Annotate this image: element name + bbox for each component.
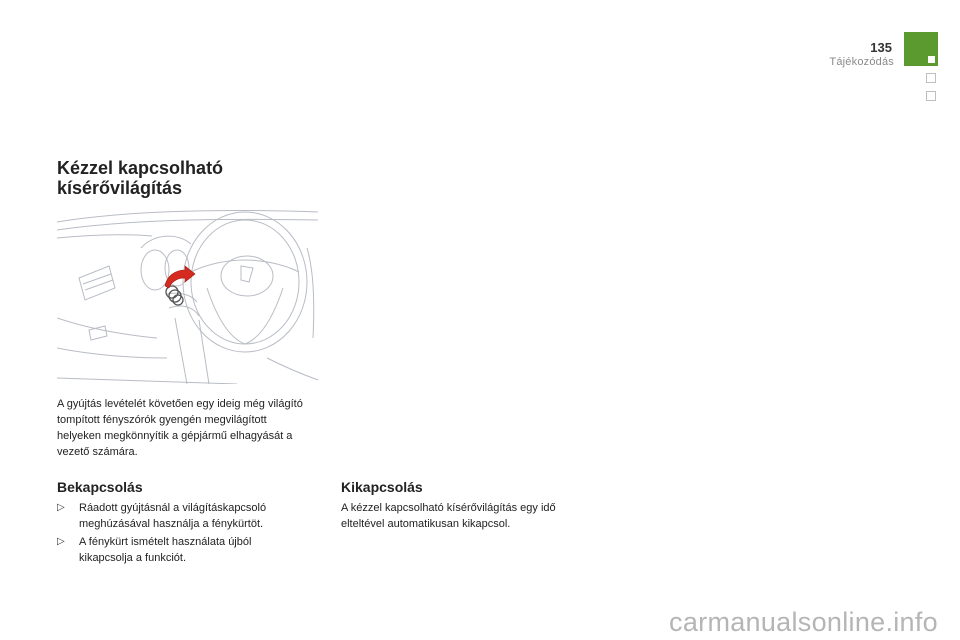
page-number: 135 — [870, 40, 892, 55]
watermark: carmanualsonline.info — [669, 607, 938, 637]
arrow-bullet-icon: ▷ — [57, 502, 65, 513]
section-tab-empty — [926, 73, 936, 83]
on-instructions-list — [57, 500, 307, 568]
off-description: A kézzel kapcsolható kísérővilágítás egy idő elteltével automatikusan kikapcsol. — [341, 502, 556, 530]
section-name: Tájékozódás — [829, 56, 894, 68]
page-title: Kézzel kapcsolható kísérővilágítás — [57, 158, 224, 198]
tab-dot — [928, 56, 935, 63]
steering-wheel-lighting-stalk-icon — [57, 208, 318, 384]
section-tab-empty — [926, 91, 936, 101]
section-title-on: Bekapcsolás — [57, 479, 143, 495]
list-item: ▷ A fénykürt ismételt használata újból kikapcsolja a funkciót. — [57, 536, 252, 564]
section-tab-marker — [904, 32, 938, 66]
list-item: ▷ Ráadott gyújtásnál a világításkapcsoló meghúzásával használja a fénykürtöt. — [57, 502, 267, 530]
section-title-off: Kikapcsolás — [341, 479, 423, 495]
intro-text: A gyújtás levételét követően egy ideig még világító tompított fényszórók gyengén megvilágított helyeken megkönnyítik a gépjármű elhagyását a vezető számára. — [57, 398, 303, 458]
arrow-bullet-icon: ▷ — [57, 536, 65, 547]
